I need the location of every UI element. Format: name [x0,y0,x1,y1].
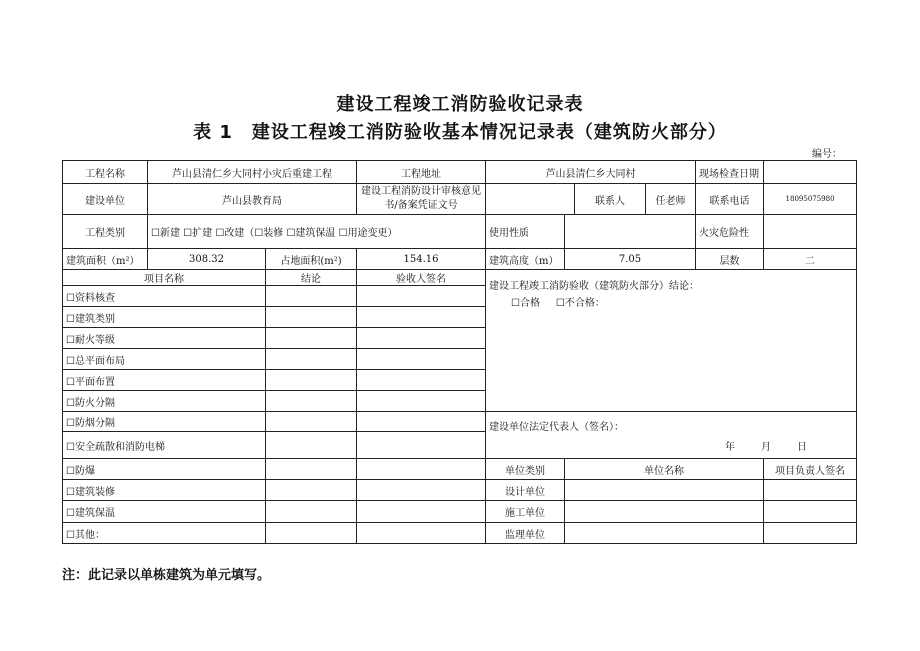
construction-unit-row [63,184,857,215]
project-type-label: 工程类别 [63,215,148,249]
item-checkbox[interactable] [66,418,75,429]
item-signer-cell[interactable] [357,391,486,412]
item-signer-cell[interactable] [357,349,486,370]
construction-company-leader[interactable] [764,501,857,523]
item-signer-cell[interactable] [357,307,486,328]
conclusion-pass-checkbox[interactable] [511,298,520,309]
supervision-unit-leader[interactable] [764,523,857,544]
item-conclusion-cell[interactable] [266,501,357,523]
item-checkbox[interactable] [66,398,75,409]
item-label: 防火分隔 [74,397,115,409]
building-height-label: 建筑高度（m） [486,249,565,270]
item-signer-cell[interactable] [357,412,486,432]
design-review-value[interactable] [486,184,575,215]
item-signer-cell[interactable] [357,501,486,523]
type-decoration-checkbox[interactable] [254,228,263,239]
item-checkbox[interactable] [66,377,75,388]
acceptance-conclusion-label: 建设工程竣工消防验收（建筑防火部分）结论： [489,281,699,292]
project-address-value[interactable]: 芦山县清仁乡大同村 [486,161,696,184]
unit-type-header: 单位类别 [486,459,565,480]
item-label: 平面布置 [74,376,115,388]
item-signer-cell[interactable] [357,370,486,391]
construction-unit-label: 建设单位 [63,184,148,215]
representative-signature-cell[interactable] [486,412,857,459]
supervision-unit-name[interactable] [565,523,764,544]
item-checkbox[interactable] [66,487,75,498]
type-expand-checkbox[interactable] [183,228,192,239]
inspection-form-table [62,160,857,544]
item-conclusion-cell[interactable] [266,286,357,307]
inspection-date-value[interactable] [764,161,857,184]
item-checkbox[interactable] [66,293,75,304]
type-use-change-checkbox[interactable] [339,228,348,239]
item-label: 资料核查 [74,292,115,304]
inspection-date-label: 现场检查日期 [696,161,764,184]
usage-nature-value[interactable] [565,215,696,249]
item-label: 安全疏散和消防电梯 [74,441,165,453]
item-row [63,480,857,501]
item-conclusion-cell[interactable] [266,391,357,412]
item-signer-cell[interactable] [357,523,486,544]
item-label: 建筑类别 [74,313,115,325]
construction-company-name[interactable] [565,501,764,523]
item-label: 耐火等级 [74,334,115,346]
land-area-label: 占地面积(m²) [266,249,357,270]
item-row [63,459,857,480]
signer-header: 验收人签名 [357,270,486,286]
construction-company-label: 施工单位 [486,501,565,523]
item-label: 总平面布局 [74,355,125,367]
item-checkbox[interactable] [66,466,75,477]
item-row [63,523,857,544]
item-signer-cell[interactable] [357,480,486,501]
item-row [63,412,857,432]
item-checkbox[interactable] [66,508,75,519]
project-name-label: 工程名称 [63,161,148,184]
conclusion-fail-checkbox[interactable] [556,298,565,309]
unit-name-header: 单位名称 [565,459,764,480]
item-conclusion-cell[interactable] [266,307,357,328]
land-area-value[interactable]: 154.16 [357,249,486,270]
item-signer-cell[interactable] [357,328,486,349]
project-address-label: 工程地址 [357,161,486,184]
item-checkbox[interactable] [66,314,75,325]
building-area-label: 建筑面积（m²） [63,249,148,270]
item-conclusion-cell[interactable] [266,412,357,432]
phone-value[interactable]: 18095075980 [764,184,857,215]
acceptance-conclusion-cell: 建设工程竣工消防验收（建筑防火部分）结论： ☐ 合格 ☐ 不合格： [486,270,857,412]
construction-unit-value[interactable]: 芦山县教育局 [148,184,357,215]
items-header-row [63,270,857,286]
page-title: 建设工程竣工消防验收记录表 [336,94,584,115]
phone-label: 联系电话 [696,184,764,215]
item-label: 建筑装修 [74,486,115,498]
contact-person-label: 联系人 [575,184,646,215]
usage-nature-label: 使用性质 [486,215,565,249]
item-checkbox[interactable] [66,530,75,541]
building-area-value[interactable]: 308.32 [148,249,266,270]
project-type-row [63,215,857,249]
conclusion-header: 结论 [266,270,357,286]
supervision-unit-label: 监理单位 [486,523,565,544]
item-conclusion-cell[interactable] [266,523,357,544]
item-signer-cell[interactable] [357,286,486,307]
design-review-label: 建设工程消防设计审核意见书/备案凭证文号 [357,184,486,215]
design-unit-label: 设计单位 [486,480,565,501]
item-checkbox[interactable] [66,335,75,346]
design-unit-name[interactable] [565,480,764,501]
fire-risk-value[interactable] [764,215,857,249]
item-checkbox[interactable] [66,442,75,453]
project-leader-header: 项目负责人签名 [764,459,857,480]
footnote: 注：此记录以单栋建筑为单元填写。 [62,568,271,583]
item-conclusion-cell[interactable] [266,480,357,501]
project-name-row [63,161,857,184]
item-conclusion-cell[interactable] [266,370,357,391]
type-new-checkbox[interactable] [151,228,160,239]
building-height-value[interactable]: 7.05 [565,249,696,270]
item-checkbox[interactable] [66,356,75,367]
item-conclusion-cell[interactable] [266,328,357,349]
type-rebuild-checkbox[interactable] [215,228,224,239]
area-row [63,249,857,270]
item-label: 防爆 [74,465,95,477]
page-subtitle: 表 1 建设工程竣工消防验收基本情况记录表（建筑防火部分） [193,122,727,143]
floors-label: 层数 [696,249,764,270]
item-name-header: 项目名称 [63,270,266,286]
item-label: 其他： [74,529,105,541]
project-name-value[interactable]: 芦山县清仁乡大同村小灾后重建工程 [148,161,357,184]
serial-number-label: 编号： [812,149,842,160]
item-label: 建筑保温 [74,508,115,519]
floors-value[interactable]: 二 [764,249,857,270]
item-label: 防烟分隔 [74,418,115,430]
project-type-options: ☐ 新建 ☐ 扩建 ☐ 改建（☐ 装修 ☐ 建筑保温 ☐ 用途变更） [148,215,486,249]
contact-person-value[interactable]: 任老师 [646,184,696,215]
design-unit-leader[interactable] [764,480,857,501]
item-conclusion-cell[interactable] [266,459,357,480]
fire-risk-label: 火灾危险性 [696,215,764,249]
item-conclusion-cell[interactable] [266,349,357,370]
item-conclusion-cell[interactable] [266,432,357,459]
item-signer-cell[interactable] [357,459,486,480]
item-row [63,501,857,523]
signature-date: 年 月 日 [725,442,807,453]
item-signer-cell[interactable] [357,432,486,459]
representative-label: 建设单位法定代表人（签名）： [489,422,624,433]
